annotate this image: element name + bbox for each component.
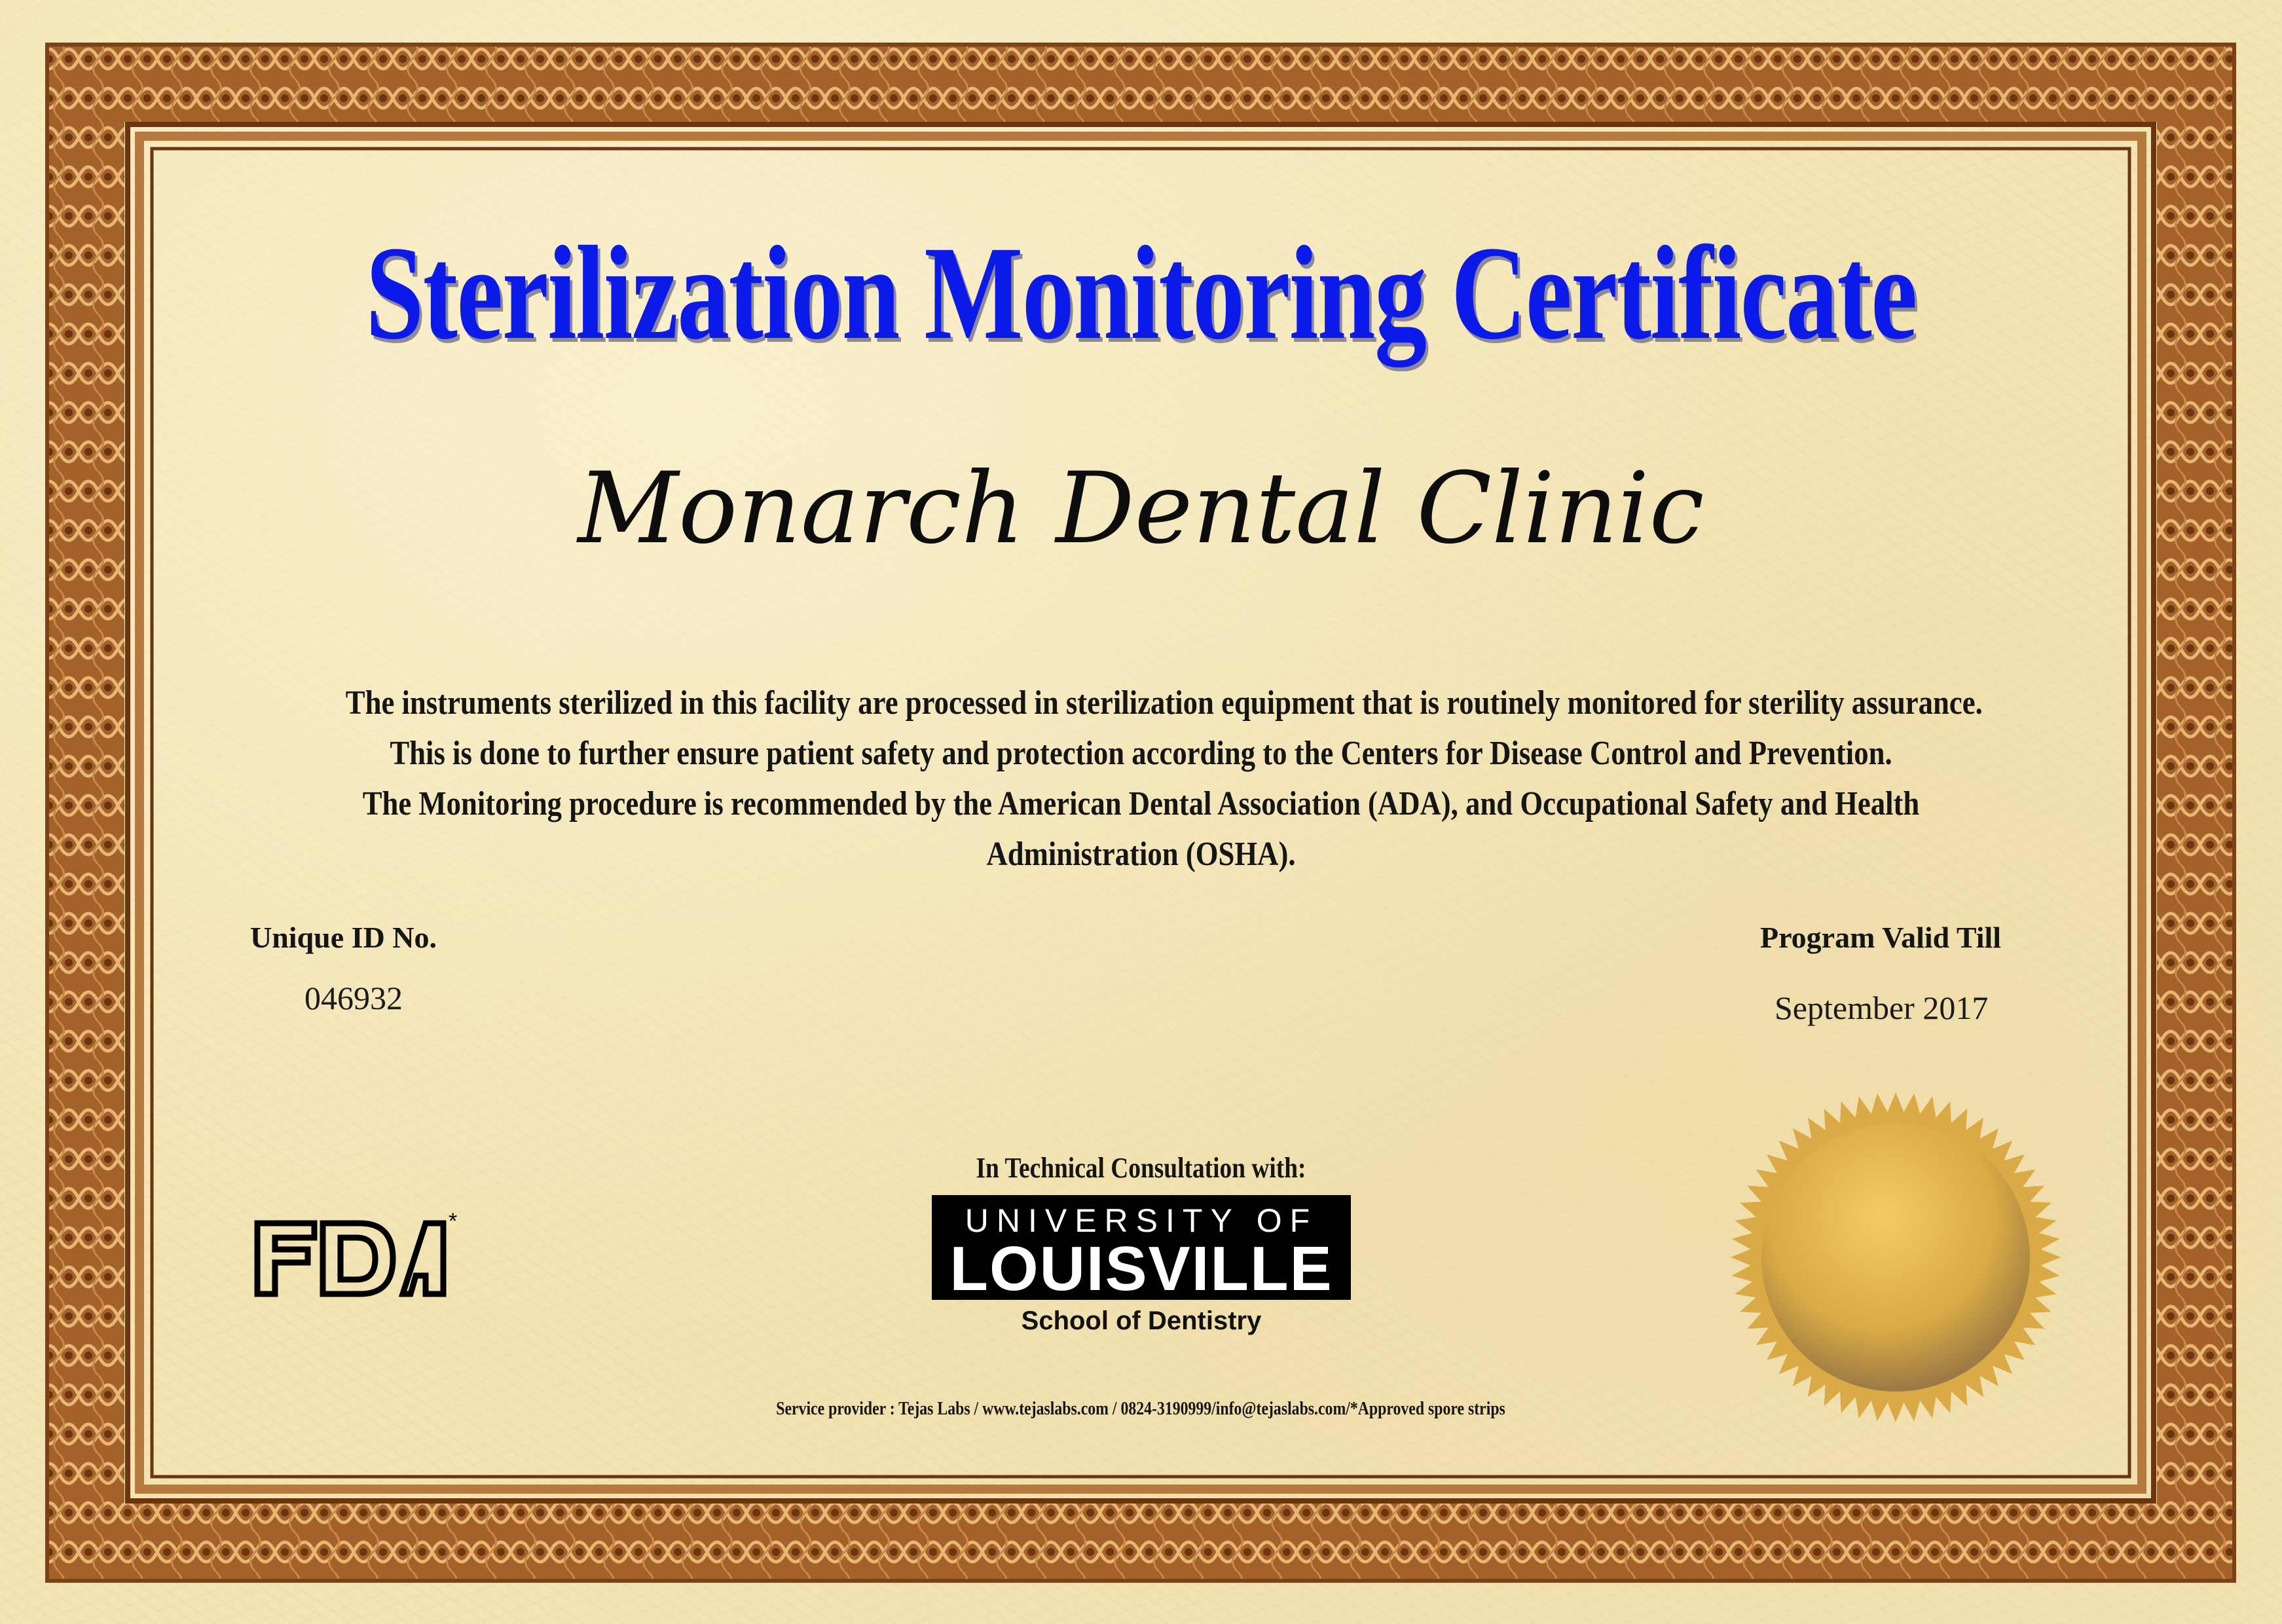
statement-line: This is done to further ensure patient safety and protection according to the Centers for Disease Control and Prevention. bbox=[390, 735, 1892, 772]
university-line2: LOUISVILLE bbox=[949, 1234, 1333, 1304]
valid-till-label: Program Valid Till bbox=[1760, 921, 2002, 954]
unique-id-value: 046932 bbox=[304, 980, 403, 1016]
statement-line: The instruments sterilized in this facility are processed in sterilization equipment that is routinely monitored for sterility assurance. bbox=[345, 684, 1983, 722]
school-name: School of Dentistry bbox=[1021, 1306, 1262, 1335]
statement-line: The Monitoring procedure is recommended by the American Dental Association (ADA), and Occupational Safety and Health bbox=[362, 785, 1920, 822]
footer-text: Service provider : Tejas Labs / www.tejaslabs.com / 0824-3190999/info@tejaslabs.com/*Approved spore strips bbox=[776, 1398, 1506, 1419]
unique-id-label: Unique ID No. bbox=[250, 921, 437, 954]
consultation-text: In Technical Consultation with: bbox=[976, 1152, 1306, 1184]
statement-line: Administration (OSHA). bbox=[986, 836, 1296, 873]
certificate-title: Sterilization Monitoring Certificate bbox=[365, 219, 1917, 367]
gold-seal-icon bbox=[1725, 1087, 2066, 1428]
university-line1: UNIVERSITY OF bbox=[965, 1202, 1318, 1239]
clinic-name: Monarch Dental Clinic bbox=[578, 452, 1704, 566]
university-logo bbox=[932, 1195, 1351, 1304]
certificate-statement bbox=[216, 678, 2066, 879]
fda-asterisk: * bbox=[449, 1210, 458, 1234]
service-provider-footer bbox=[0, 1398, 2282, 1420]
valid-till-value: September 2017 bbox=[1775, 989, 1989, 1026]
fda-logo-icon bbox=[252, 1210, 462, 1302]
